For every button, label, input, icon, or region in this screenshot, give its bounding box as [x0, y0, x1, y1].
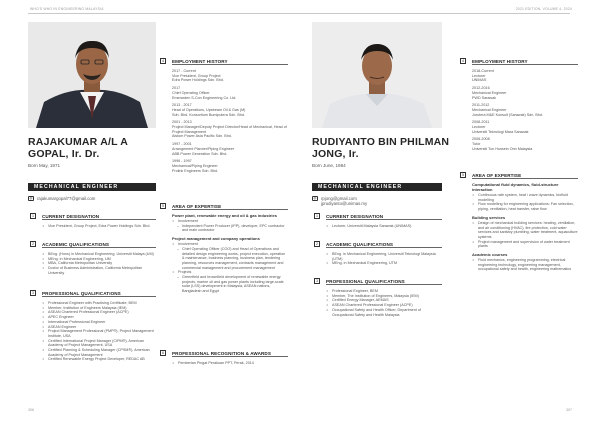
employment-role: Lecturer: [472, 73, 486, 78]
section-title: PROFESSIONAL RECOGNITION & AWARDS: [172, 350, 272, 356]
list-item: • APEC Engineer: [42, 315, 156, 320]
expertise-heading: Power plant, renewable energy and oil & gas industries: [172, 213, 277, 218]
section-number: 2: [32, 242, 34, 246]
employment-role: Tutor: [472, 142, 481, 147]
list-item: • MEng. in Mechanical Engineering, UTM: [326, 261, 442, 266]
section-number: 3: [32, 291, 34, 295]
sublist-item: – Greenfield and brownfield development of renewable energy projects, marine oil and gas power plants including large-scale solar (LSS) development in Malaysia, ASEAN nations, Bangladesh and Egypt: [178, 275, 288, 294]
section-header: [316, 241, 442, 248]
list-item: • MEng. in Mechanical Engineering, UM: [42, 257, 156, 262]
section-header: [162, 203, 288, 210]
employment-role: Head of Operations, Upstream Oil & Gas (M): [172, 107, 246, 112]
right-academic-section: [316, 241, 442, 266]
section-header: [32, 213, 156, 220]
employment-org: Prolink Engineers Sdn. Bhd.: [172, 168, 219, 173]
sublist-item: – Independent Power Producer (IPP), developer, EPC contractor and main contractor: [178, 224, 288, 233]
employment-entry: [172, 103, 288, 117]
section-title: PROFESSIONAL QUALIFICATIONS: [42, 290, 121, 296]
right-page-number: 307: [566, 408, 572, 412]
employment-entry: [172, 120, 288, 139]
list-item: • Projects: [172, 270, 288, 275]
list-item: • Flow modelling for engineering applications: Fan selection, piping, ventilation, heat transfer, raise flow: [472, 202, 578, 211]
employment-entry: [172, 86, 288, 100]
academic-list: [42, 252, 156, 276]
list-item: • Fluid mechanics, engineering programming, electrical engineering technology, engineering management, occupational safety and health, engineering mathematics: [472, 258, 578, 272]
section-number: 4: [162, 59, 164, 63]
employment-years: 2011-2012: [472, 103, 490, 108]
employment-org: Emerarden S-Con Engineering Co. Ltd.: [172, 95, 237, 100]
expertise-list: [472, 258, 578, 272]
left-born: Born May, 1971: [28, 163, 61, 168]
email-icon: @: [313, 196, 317, 201]
employment-years: 2017: [172, 86, 181, 91]
list-item: • Professional Engineer, BEM: [326, 289, 442, 294]
right-email-2[interactable]: jprudiyanto@unimas.my: [321, 201, 368, 206]
list-item: • Project Management Professional (PMP®), Project Management Institute, USA: [42, 329, 156, 338]
employment-entry: [172, 69, 288, 83]
list-item: • Continuous rate system, heat / wave dynamics, biofluid modelling: [472, 193, 578, 202]
list-item: • Vice President, Group Project, Edra Power Holdings Sdn. Bhd.: [42, 224, 156, 229]
left-field-bar: MECHANICAL ENGINEER: [28, 183, 156, 191]
list-item: • Pemberian Pingat Perakuan PPT, Perak, 2014: [172, 361, 288, 366]
section-number: 1: [32, 214, 34, 218]
left-professional-section: [32, 290, 156, 362]
list-item: • Certified Energy Manager, AEMAS: [326, 298, 442, 303]
employment-org: PWD Sarawak: [472, 95, 496, 100]
expertise-heading: Computational fluid dynamics, fluid-structure interaction: [472, 182, 559, 192]
right-name-line1: RUDIYANTO BIN PHILMAN: [312, 136, 450, 148]
employment-role: Lecturer: [472, 125, 486, 130]
section-number: 3: [316, 279, 318, 283]
section-title: EMPLOYMENT HISTORY: [172, 58, 228, 64]
right-portrait-image: [312, 22, 442, 128]
section-title: CURRENT DESIGNATION: [42, 213, 100, 219]
right-field-bar: MECHANICAL ENGINEER: [312, 183, 442, 191]
list-item: • Design of mechanical building services: heating, ventilation, and air conditioning (HVAC), fire protection, cold water services and sanitary plumbing, water treatment, aquaculture systems: [472, 221, 578, 240]
section-number: 2: [316, 242, 318, 246]
section-title: EMPLOYMENT HISTORY: [472, 58, 528, 64]
right-born: Born June, 1984: [312, 163, 346, 168]
employment-role: Arrangement Planner/Piping Engineer: [172, 146, 235, 151]
section-title: ACADEMIC QUALIFICATIONS: [326, 241, 394, 247]
employment-org: Sdn. Bhd. Konsortium Bumiputera Sdn. Bhd.: [172, 112, 245, 117]
list-item: • ASEAN Chartered Professional Engineer (ACPE): [42, 310, 156, 315]
section-title: ACADEMIC QUALIFICATIONS: [42, 241, 110, 247]
section-header: [162, 58, 288, 65]
employment-years: 2006-2008: [472, 137, 490, 142]
section-header: [462, 172, 578, 179]
left-name-line1: RAJAKUMAR A/L A: [28, 136, 129, 148]
right-email-1[interactable]: rpjong@gmail.com: [321, 196, 357, 201]
employment-years: 1996 - 1997: [172, 159, 192, 164]
left-header-rule: [28, 13, 300, 14]
current-list: [42, 224, 156, 229]
list-item: • Member, The Institution of Engineers, Malaysia (IEM): [326, 294, 442, 299]
left-email-row: [28, 196, 95, 202]
list-item: • Certified Renewable Energy Project Developer, REDAC AB: [42, 357, 156, 362]
employment-role: Mechanical Engineer: [472, 90, 507, 95]
list-item: • Occupational Safety and Health Officer, Department of Occupational Safety and Health Malaysia: [326, 308, 442, 317]
employment-years: 2013 - 2017: [172, 103, 192, 108]
employment-entry: [172, 142, 288, 156]
employment-role: Project Manager/Deputy Project Director/Head of Mechanical, Head of Project Management: [172, 125, 287, 134]
section-header: [32, 241, 156, 248]
section-title: AREA OF EXPERTISE: [172, 203, 222, 209]
right-header-rule: [300, 13, 570, 14]
list-item: • BEng. (Hons) in Mechanical Engineering, Universiti Malaya (UM): [42, 252, 156, 257]
left-email[interactable]: rajakumargopal77@gmail.com: [37, 196, 96, 201]
right-name-line2: JONG, Ir.: [312, 147, 359, 160]
right-employment-section: [462, 58, 578, 155]
right-professional-section: [316, 278, 442, 317]
left-portrait-image: [28, 22, 156, 128]
expertise-sublist: [172, 247, 288, 271]
section-header: [316, 278, 442, 285]
expertise-heading: Academic courses: [472, 252, 508, 258]
list-item: • Professional Engineer with Practising Certificate, BEM: [42, 301, 156, 306]
list-item: • International Professional Engineer: [42, 320, 156, 325]
expertise-sublist: [172, 224, 288, 233]
list-item: • Certified Planning & Scheduling Manager (CPSM®), American Academy of Project Management: [42, 348, 156, 357]
employment-entry: [472, 69, 578, 83]
current-list: [326, 224, 442, 229]
list-item: • Certified International Project Manager (CIPM®), American Academy of Project Management, USA: [42, 339, 156, 348]
right-expertise-section: [462, 172, 578, 272]
section-header: [162, 350, 288, 357]
employment-years: 2001 - 2013: [172, 120, 192, 125]
list-item: • Member, Institution of Engineers Malaysia (IEM): [42, 306, 156, 311]
expertise-heading: Building services: [472, 214, 506, 220]
list-item: • Involvement: [172, 219, 288, 224]
right-person-name: [312, 137, 452, 160]
employment-list: [472, 69, 578, 152]
list-item: • ASEAN Chartered Professional Engineer (ACPE): [326, 303, 442, 308]
recognition-list: [172, 361, 288, 366]
right-portrait-photo: [312, 22, 442, 128]
employment-entry: [472, 103, 578, 117]
employment-role: Chief Operating Officer: [172, 90, 210, 95]
employment-role: Mechanical Engineer: [472, 107, 507, 112]
employment-list: [172, 69, 288, 173]
left-employment-section: [162, 58, 288, 176]
right-running-header: 2021 EDITION, VOLUME 4, 2024: [515, 7, 572, 11]
right-current-section: [316, 213, 442, 229]
employment-org: Edra Power Holdings Sdn. Bhd.: [172, 78, 224, 83]
employment-entry: [172, 159, 288, 173]
professional-list: [42, 301, 156, 362]
list-item: • BEng. in Mechanical Engineering, Universiti Teknologi Malaysia (UTM): [326, 252, 442, 261]
employment-org: Universiti Teknologi Mara Sarawak: [472, 129, 529, 134]
expertise-list: [472, 193, 578, 212]
left-page-number: 306: [28, 408, 34, 412]
left-portrait-photo: [28, 22, 156, 128]
employment-entry: [472, 86, 578, 100]
section-number: 4: [462, 59, 464, 63]
employment-org: Jurutera M&E Konsult (Sarawak) Sdn. Bhd.: [472, 112, 543, 117]
expertise-sublist: [172, 275, 288, 294]
list-item: • Lecturer, Universiti Malaysia Sarawak (UNIMAS): [326, 224, 442, 229]
section-header: [32, 290, 156, 297]
employment-years: 1997 - 2001: [172, 142, 192, 147]
left-person-name: [28, 137, 156, 160]
left-expertise-section: [162, 203, 288, 294]
employment-org: Alstom Power Asia Pacific Sdn. Bhd.: [172, 134, 232, 139]
section-title: CURRENT DESIGNATION: [326, 213, 384, 219]
section-number: 6: [162, 351, 164, 355]
employment-role: Mechanical/Piping Engineer: [172, 163, 218, 168]
list-item: • ASEAN Engineer: [42, 325, 156, 330]
employment-years: 2017 - Current: [172, 69, 196, 73]
left-running-header: WHO'S WHO IN ENGINEERING MALAYSIA: [30, 7, 104, 11]
left-academic-section: [32, 241, 156, 276]
expertise-heading: Project management and company operations: [172, 236, 260, 242]
employment-entry: [472, 120, 578, 134]
email-icon: @: [29, 196, 33, 201]
academic-list: [326, 252, 442, 266]
expertise-list: [472, 221, 578, 249]
right-page: [300, 0, 600, 424]
employment-entry: [472, 137, 578, 151]
employment-role: Vice President, Group Project: [172, 73, 221, 78]
sublist-item: – Chief Operating Officer (COO) and Head of Operations and detailed design engineering works, project execution, operation & maintenance, business planning, business plan, tendering planning, resources management, contracts management and commercial management and procurement management: [178, 247, 288, 271]
left-name-line2: GOPAL, Ir. Dr.: [28, 147, 100, 160]
employment-years: 2018-Current: [472, 69, 494, 73]
list-item: • Project management and supervision of water treatment plants: [472, 240, 578, 249]
employment-years: 2012-2016: [472, 86, 490, 91]
section-number: 1: [316, 214, 318, 218]
left-recognition-section: [162, 350, 288, 366]
section-title: AREA OF EXPERTISE: [472, 172, 522, 178]
employment-years: 2008-2011: [472, 120, 490, 125]
list-item: • MBA, California Metropolitan University: [42, 261, 156, 266]
section-number: 5: [462, 173, 464, 177]
section-number: 5: [162, 204, 164, 208]
employment-org: ABB Power Generation Sdn. Bhd.: [172, 151, 228, 156]
section-header: [316, 213, 442, 220]
left-current-section: [32, 213, 156, 229]
employment-org: UNIMAS: [472, 78, 487, 83]
employment-org: Universiti Tun Hussein Onn Malaysia: [472, 146, 533, 151]
section-title: PROFESSIONAL QUALIFICATIONS: [326, 278, 405, 284]
list-item: • Involvement: [172, 242, 288, 247]
list-item: • Doctor of Business Administration, California Metropolitan University: [42, 266, 156, 275]
section-header: [462, 58, 578, 65]
right-email-row-2: [321, 201, 367, 207]
professional-list: [326, 289, 442, 317]
